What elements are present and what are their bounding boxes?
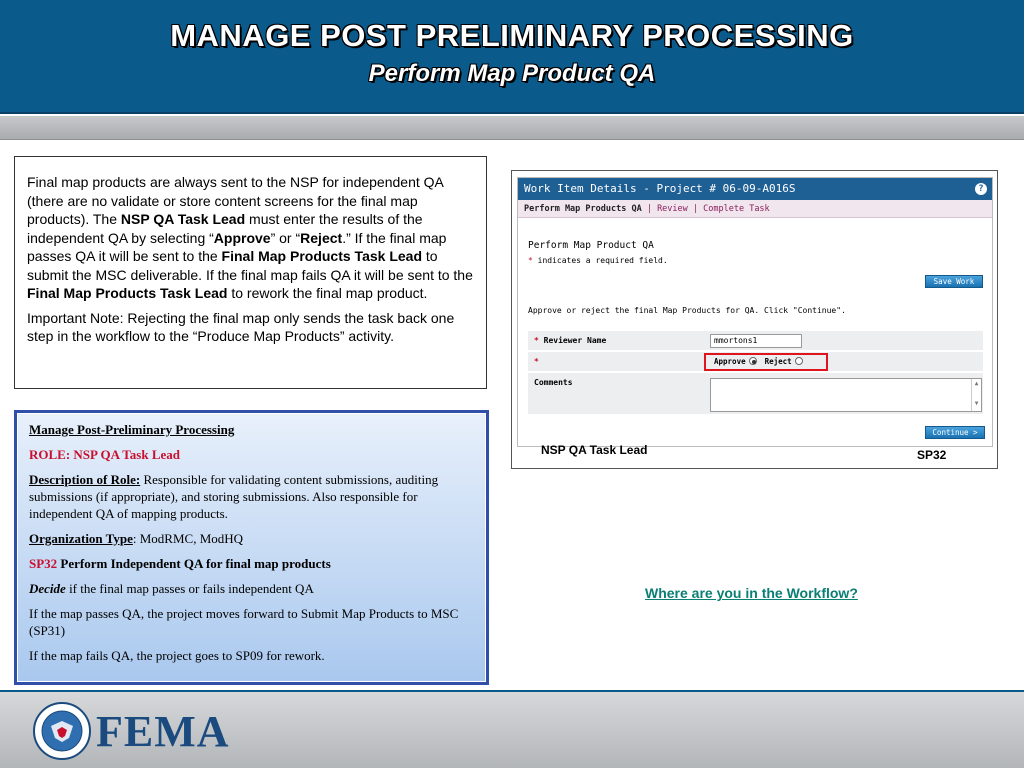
pass-outcome: If the map passes QA, the project moves forward to Submit Map Products to MSC (SP31) bbox=[29, 606, 459, 638]
reject-label: Reject bbox=[764, 357, 792, 366]
role-description: Description of Role: Responsible for validating content submissions, auditing submissions (if appropriate), and storing submissions. Also responsible for independent QA of mapping products. bbox=[29, 472, 439, 521]
role-description-box bbox=[14, 410, 489, 685]
intro-paragraph-2: Important Note: Rejecting the final map only sends the task back one step in the workflow to the “Produce Map Products” activity. bbox=[27, 309, 455, 344]
form-heading: Perform Map Product QA bbox=[528, 240, 654, 251]
help-icon[interactable]: ? bbox=[975, 183, 987, 195]
textarea-scrollbar[interactable]: ▲ ▼ bbox=[971, 379, 981, 411]
header-band bbox=[0, 116, 1024, 140]
screenshot-panel bbox=[511, 170, 998, 469]
crumb-perform-qa[interactable]: Perform Map Products QA bbox=[524, 204, 642, 214]
intro-textbox bbox=[14, 156, 487, 389]
form-body bbox=[518, 218, 992, 446]
organization-type: Organization Type: ModRMC, ModHQ bbox=[29, 531, 244, 546]
approve-label: Approve bbox=[714, 357, 746, 366]
reviewer-label: Reviewer Name bbox=[543, 336, 607, 345]
comments-row bbox=[528, 373, 983, 415]
role-caption: NSP QA Task Lead bbox=[541, 443, 648, 457]
slide-footer bbox=[0, 690, 1024, 768]
save-work-button[interactable]: Save Work bbox=[925, 275, 983, 288]
fema-logo: FEMA bbox=[96, 707, 230, 756]
step-caption: SP32 bbox=[917, 448, 947, 462]
step-line: SP32 Perform Independent QA for final map products bbox=[29, 556, 331, 571]
approve-radio[interactable] bbox=[749, 357, 757, 365]
work-item-window bbox=[517, 177, 993, 447]
crumb-complete-task[interactable]: Complete Task bbox=[703, 204, 770, 214]
window-titlebar bbox=[518, 178, 992, 200]
task-breadcrumb: Perform Map Products QA | Review | Complete Task bbox=[518, 200, 992, 218]
dhs-seal-icon bbox=[33, 702, 91, 760]
window-title: Work Item Details - Project # 06-09-A016S bbox=[524, 182, 796, 195]
required-note: * indicates a required field. bbox=[528, 256, 668, 265]
workflow-link[interactable]: Where are you in the Workflow? bbox=[645, 585, 858, 601]
comments-textarea[interactable] bbox=[710, 378, 982, 412]
intro-paragraph-1: Final map products are always sent to the NSP for independent QA (there are no validate or store content screens for the final map products). The NSP QA Task Lead must enter the results of the independent QA by selecting “Approve” or “Reject.” If the final map passes QA it will be sent to the Final Map Products Task Lead to submit the MSC deliverable. If the final map fails QA it will be sent to the Final Map Products Task Lead to rework the final map product. bbox=[27, 174, 473, 301]
approve-reject-group bbox=[704, 353, 828, 371]
slide-header bbox=[0, 0, 1024, 114]
slide-title: MANAGE POST PRELIMINARY PROCESSING bbox=[170, 18, 854, 53]
reviewer-name-input[interactable]: mmortons1 bbox=[710, 334, 802, 348]
fail-outcome: If the map fails QA, the project goes to SP09 for rework. bbox=[29, 648, 325, 663]
reject-radio[interactable] bbox=[795, 357, 803, 365]
slide-subtitle: Perform Map Product QA bbox=[368, 60, 656, 87]
reviewer-row: * Reviewer Name mmortons1 bbox=[528, 331, 983, 351]
decide-line: Decide if the final map passes or fails independent QA bbox=[29, 581, 314, 596]
role-line: ROLE: NSP QA Task Lead bbox=[29, 447, 180, 462]
form-instructions: Approve or reject the final Map Products for QA. Click "Continue". bbox=[528, 306, 846, 315]
continue-button[interactable]: Continue > bbox=[925, 426, 985, 439]
crumb-review[interactable]: Review bbox=[657, 204, 688, 214]
role-section-title: Manage Post-Preliminary Processing bbox=[29, 422, 235, 437]
decision-row: * Approve Reject bbox=[528, 352, 983, 372]
comments-label: Comments bbox=[534, 378, 573, 387]
